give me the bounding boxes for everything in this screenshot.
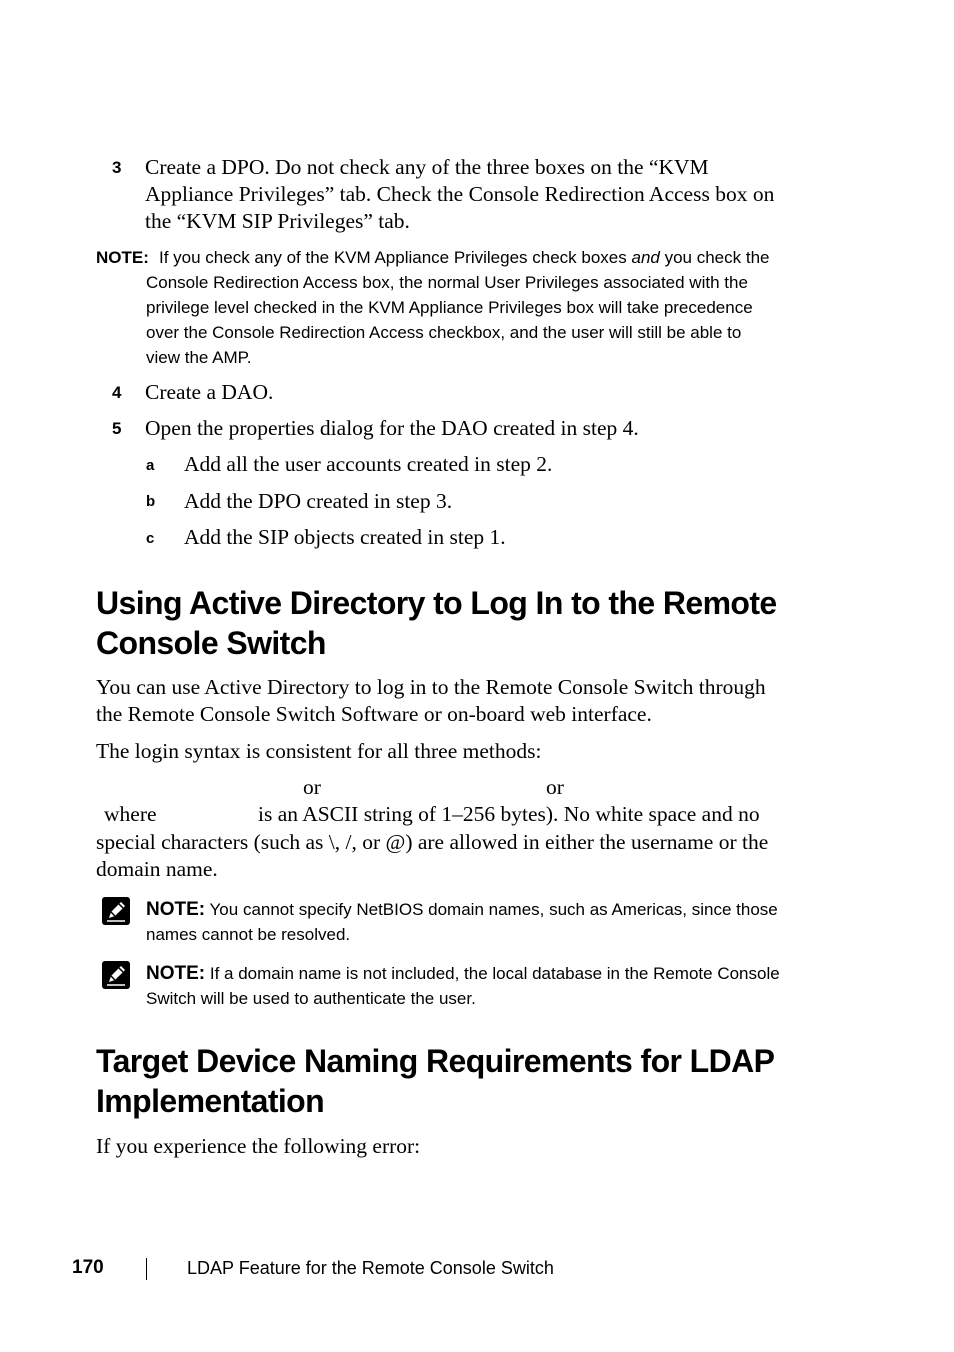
text-line: Appliance Privileges” tab. Check the Console Redirection Access box on bbox=[145, 182, 775, 206]
substep-text: Add all the user accounts created in step 2. bbox=[184, 452, 553, 476]
note-line: Console Redirection Access box, the normal User Privileges associated with the bbox=[146, 273, 748, 292]
or-text: or bbox=[303, 775, 321, 799]
note-text: you check the bbox=[664, 248, 770, 267]
pencil-icon bbox=[102, 961, 130, 989]
pencil-icon bbox=[102, 897, 130, 925]
where-text: where bbox=[104, 802, 157, 826]
heading-line: Using Active Directory to Log In to the Remote bbox=[96, 585, 777, 621]
step-number: 4 bbox=[112, 383, 122, 402]
note-line bbox=[146, 897, 846, 922]
heading-line: Target Device Naming Requirements for LDAP bbox=[96, 1043, 775, 1079]
paragraph: If you experience the following error: bbox=[96, 1134, 421, 1158]
section-heading bbox=[96, 1041, 876, 1121]
text-line: is an ASCII string of 1–256 bytes). No white space and no bbox=[258, 802, 760, 826]
substep-letter: a bbox=[146, 457, 155, 474]
text-line: the “KVM SIP Privileges” tab. bbox=[145, 209, 410, 233]
section-heading bbox=[96, 583, 876, 663]
note-label: NOTE: bbox=[146, 963, 206, 984]
paragraph: The login syntax is consistent for all three methods: bbox=[96, 739, 542, 763]
text-line: domain name. bbox=[96, 857, 218, 881]
substep-text: Add the DPO created in step 3. bbox=[184, 489, 453, 513]
paragraph bbox=[96, 829, 856, 883]
substep-letter: c bbox=[146, 530, 155, 547]
text-line: the Remote Console Switch Software or on-board web interface. bbox=[96, 702, 652, 726]
step-text: Create a DAO. bbox=[145, 380, 274, 404]
note-line: privilege level checked in the KVM Appliance Privileges box will take precedence bbox=[146, 298, 753, 317]
or-text: or bbox=[546, 775, 564, 799]
note-body bbox=[146, 961, 846, 1011]
note-line: Switch will be used to authenticate the user. bbox=[146, 989, 476, 1008]
substep-text: Add the SIP objects created in step 1. bbox=[184, 525, 506, 549]
paragraph bbox=[96, 674, 856, 728]
note-line: over the Console Redirection Access checkbox, and the user will still be able to bbox=[146, 323, 742, 342]
note-body bbox=[146, 270, 846, 370]
footer-divider bbox=[146, 1258, 147, 1280]
text-line: You can use Active Directory to log in to the Remote Console Switch through bbox=[96, 675, 766, 699]
note-text: If a domain name is not included, the local database in the Remote Console bbox=[209, 964, 780, 983]
step-number: 3 bbox=[112, 158, 122, 177]
footer-title: LDAP Feature for the Remote Console Switch bbox=[187, 1258, 554, 1278]
text-line: Create a DPO. Do not check any of the three boxes on the “KVM bbox=[145, 155, 709, 179]
note-emphasis: and bbox=[631, 248, 660, 267]
note-body bbox=[146, 897, 846, 947]
substep-letter: b bbox=[146, 493, 156, 510]
heading-line: Implementation bbox=[96, 1083, 325, 1119]
page-number: 170 bbox=[72, 1257, 104, 1278]
note-label: NOTE: bbox=[96, 248, 149, 267]
note-line: names cannot be resolved. bbox=[146, 925, 351, 944]
heading-line: Console Switch bbox=[96, 625, 326, 661]
step-text: Open the properties dialog for the DAO created in step 4. bbox=[145, 416, 639, 440]
note-line: view the AMP. bbox=[146, 348, 252, 367]
step-number: 5 bbox=[112, 419, 122, 438]
step-text bbox=[145, 154, 845, 235]
note-label: NOTE: bbox=[146, 899, 206, 920]
note-line bbox=[159, 245, 839, 270]
note-text: If you check any of the KVM Appliance Privileges check boxes bbox=[159, 248, 627, 267]
text-line: special characters (such as \, /, or @) are allowed in either the username or the bbox=[96, 830, 769, 854]
note-line bbox=[146, 961, 846, 986]
note-text: You cannot specify NetBIOS domain names, such as Americas, since those bbox=[209, 900, 778, 919]
